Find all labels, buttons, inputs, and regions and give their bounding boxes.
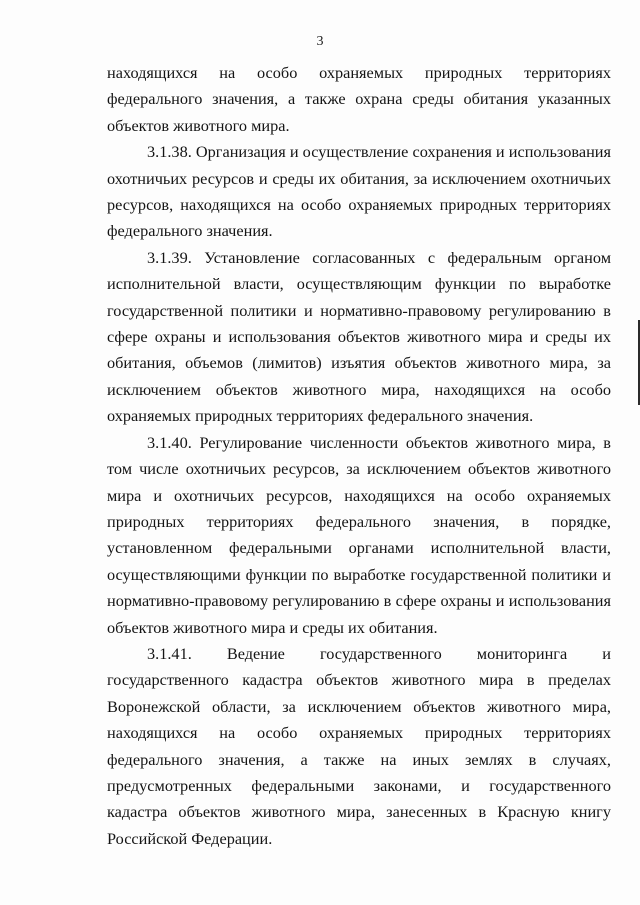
paragraph-3-1-38: 3.1.38. Организация и осуществление сохранения и использования охотничьих ресурсов и среды их обитания, за исключением охотничьих ресурсов, находящихся на особо охраняемых природных территориях федерального значения. [107,142,611,241]
page-number: 3 [316,34,324,49]
document-body [107,60,611,852]
paragraph-3-1-40: 3.1.40. Регулирование численности объектов животного мира, в том числе охотничьих ресурсов, за исключением объектов животного мира и охотничьих ресурсов, находящихся на особо охраняемых природных территориях федерального значения, в порядке, установленном федеральными органами исполнительной власти, осуществляющими функции по выработке государственной политики и нормативно-правовому регулированию в сфере охраны и использования объектов животного мира и среды их обитания. [107,432,611,637]
paragraph-continuation: находящихся на особо охраняемых природных территориях федерального значения, а также охрана среды обитания указанных объектов животного мира. [107,63,611,135]
paragraph-3-1-39: 3.1.39. Установление согласованных с федеральным органом исполнительной власти, осуществляющим функции по выработке государственной политики и нормативно-правовому регулированию в сфере охраны и использования объектов животного мира и среды их обитания, объемов (лимитов) изъятия объектов животного мира, за исключением объектов животного мира, находящихся на особо охраняемых природных территориях федерального значения. [107,247,611,426]
paragraph-3-1-41: 3.1.41. Ведение государственного мониторинга и государственного кадастра объектов животного мира в пределах Воронежской области, за исключением объектов животного мира, находящихся на особо охраняемых природных территориях федерального значения, а также на иных землях в случаях, предусмотренных федеральными законами, и государственного кадастра объектов животного мира, занесенных в Красную книгу Российской Федерации. [107,643,611,848]
